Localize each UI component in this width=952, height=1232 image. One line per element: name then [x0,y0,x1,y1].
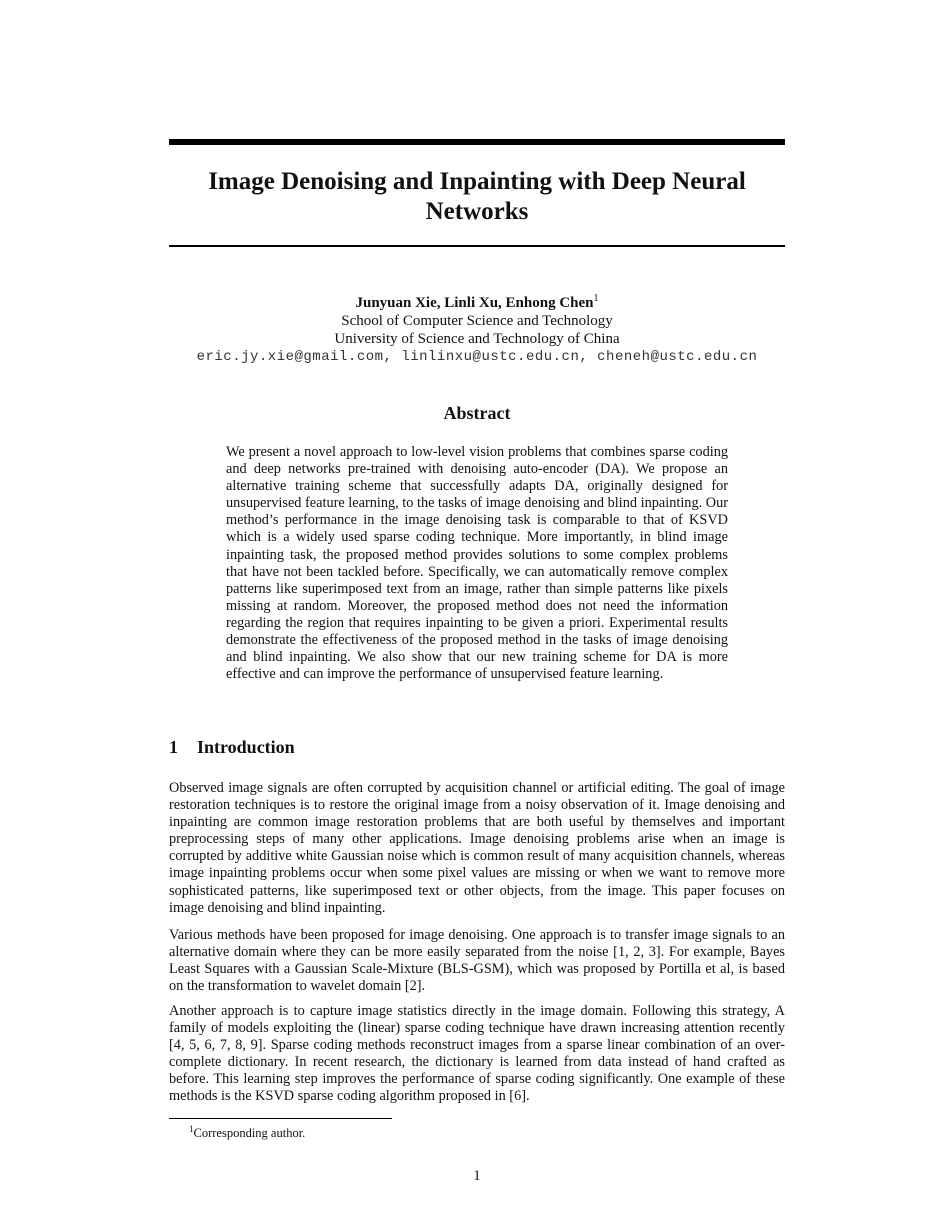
paper-title: Image Denoising and Inpainting with Deep Neural Networks [208,168,746,225]
author-names: Junyuan Xie, Linli Xu, Enhong Chen [355,295,594,311]
footnote-rule [169,1118,392,1119]
abstract-text: We present a novel approach to low-level vision problems that combines sparse coding and deep networks pre-trained with denoising auto-encoder (DA). We propose an alternative training scheme that successfully adapts DA, originally designed for unsupervised feature learning, to the tasks of image denoising and blind inpainting. Our method’s performance in the image denoising task is comparable to that of KSVD which is a widely used sparse coding technique. More importantly, in blind image inpainting task, the proposed method provides solutions to some complex problems that have not been tackled before. Specifically, we can automatically remove complex patterns like superimposed text from an image, rather than simple patterns like pixels missing at random. Moreover, the proposed method does not need the information regarding the region that requires inpainting to be given a priori. Experimental results demonstrate the effectiveness of the proposed method in the tasks of image denoising and blind inpainting. We also show that our new training scheme for DA is more effective and can improve the performance of unsupervised feature learning. [226,444,728,683]
intro-paragraph-2: Various methods have been proposed for image denoising. One approach is to transfer image signals to an alternative domain where they can be more easily separated from the noise [1, 2, 3]. For example, Bayes Least Squares with a Gaussian Scale-Mixture (BLS-GSM), which was proposed by Portilla et al, is based on the transformation to wavelet domain [2]. [169,927,785,995]
top-thick-rule [169,139,785,145]
footnote [189,1124,305,1141]
abstract-heading: Abstract [443,403,511,423]
author-block [169,290,785,366]
title-bottom-rule [169,245,785,247]
author-emails: eric.jy.xie@gmail.com, linlinxu@ustc.edu.cn, cheneh@ustc.edu.cn [196,349,758,365]
author-names-line [169,290,785,312]
page-number: 1 [473,1168,481,1184]
footnote-text: Corresponding author. [193,1126,306,1141]
section-title: Introduction [197,737,295,757]
intro-paragraph-3: Another approach is to capture image statistics directly in the image domain. Following this strategy, A family of models exploiting the (linear) sparse coding technique have drawn increasing attention recently [4, 5, 6, 7, 8, 9]. Sparse coding methods reconstruct images from a sparse linear combination of an over-complete dictionary. In recent research, the dictionary is learned from data instead of hand crafted as before. This learning step improves the performance of sparse coding significantly. One example of these methods is the KSVD sparse coding algorithm proposed in [6]. [169,1003,785,1105]
affiliation-university: University of Science and Technology of China [334,331,620,347]
author-footnote-mark: 1 [593,293,599,304]
footnote-mark: 1 [189,1124,194,1134]
section-number: 1 [169,737,178,757]
section-heading-introduction [169,737,295,758]
intro-paragraph-1: Observed image signals are often corrupted by acquisition channel or artificial editing. The goal of image restoration techniques is to restore the original image from a noisy observation of it. Image denoising and inpainting are common image restoration problems that are both useful by themselves and important preprocessing steps of many other applications. Image denoising problems arise when an image is corrupted by additive white Gaussian noise which is common result of many acquisition channels, whereas image inpainting problems occur when some pixel values are missing or when we want to remove more sophisticated patterns, like superimposed text or other objects, from the image. This paper focuses on image denoising and blind inpainting. [169,780,785,916]
affiliation-school: School of Computer Science and Technology [341,313,613,329]
